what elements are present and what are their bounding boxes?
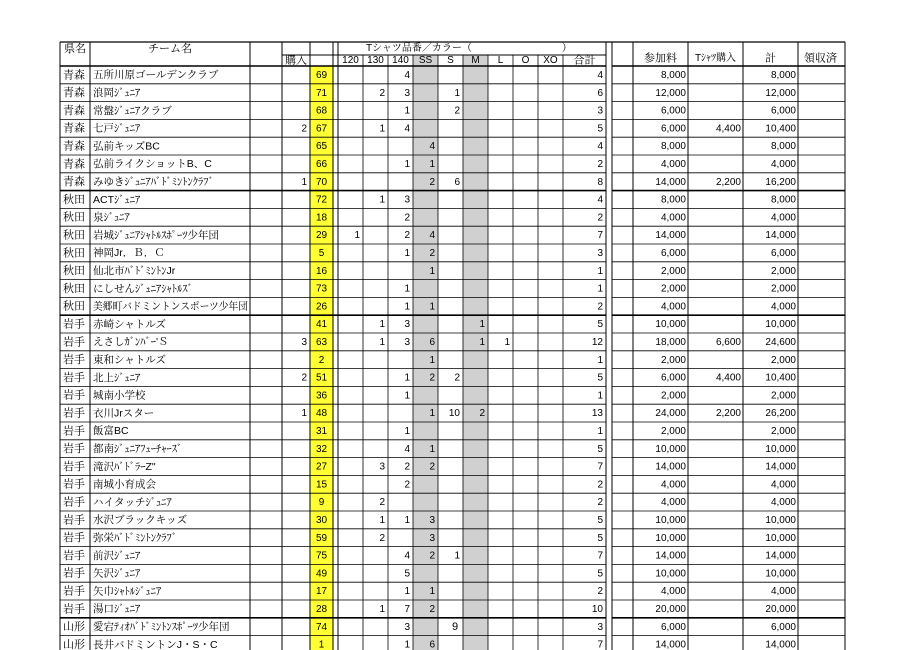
cell-fee: 4,000 bbox=[660, 212, 686, 224]
cell-total: 1 bbox=[597, 390, 603, 402]
cell-team-number: 51 bbox=[315, 372, 328, 384]
cell-sum: 10,000 bbox=[765, 532, 796, 544]
cell-team-name: 飯富BC bbox=[93, 425, 129, 438]
cell-fee: 2,000 bbox=[660, 354, 686, 366]
cell-team-number: 67 bbox=[315, 123, 328, 135]
cell-prefecture: 秋田 bbox=[63, 211, 85, 224]
cell-total: 2 bbox=[597, 497, 603, 509]
cell-team-name: 弥栄ﾊﾞﾄﾞﾐﾝﾄﾝｸﾗﾌﾞ bbox=[93, 531, 177, 544]
cell-size-count: 1 bbox=[379, 337, 385, 349]
cell-team-number: 66 bbox=[315, 159, 328, 171]
header-size-130: 130 bbox=[367, 55, 384, 67]
cell-size-count: 1 bbox=[429, 301, 435, 313]
cell-prefecture: 岩手 bbox=[63, 318, 85, 331]
cell-size-count: 1 bbox=[379, 123, 385, 135]
cell-size-count: 7 bbox=[404, 604, 410, 616]
cell-size-count: 6 bbox=[429, 337, 435, 349]
cell-total: 4 bbox=[597, 70, 603, 82]
cell-size-count: 3 bbox=[429, 532, 435, 544]
cell-size-count: 6 bbox=[429, 639, 435, 650]
cell-sum: 10,000 bbox=[765, 515, 796, 527]
cell-team-name: 城南小学校 bbox=[93, 389, 146, 402]
cell-size-count: 1 bbox=[404, 390, 410, 402]
cell-fee: 18,000 bbox=[655, 337, 686, 349]
cell-prefecture: 青森 bbox=[63, 69, 85, 82]
cell-prefecture: 秋田 bbox=[63, 265, 85, 278]
cell-prefecture: 山形 bbox=[63, 638, 85, 650]
cell-size-count: 2 bbox=[404, 212, 410, 224]
cell-size-count: 1 bbox=[429, 159, 435, 171]
cell-fee: 14,000 bbox=[655, 461, 686, 473]
cell-team-number: 59 bbox=[315, 532, 328, 544]
cell-size-count: 3 bbox=[404, 621, 410, 633]
cell-size-count: 1 bbox=[429, 443, 435, 455]
cell-fee: 14,000 bbox=[655, 176, 686, 188]
cell-sum: 2,000 bbox=[770, 265, 796, 277]
cell-size-count: 1 bbox=[354, 230, 360, 242]
cell-size-count: 4 bbox=[404, 70, 410, 82]
cell-team-number: 63 bbox=[315, 337, 328, 349]
cell-fee: 4,000 bbox=[660, 479, 686, 491]
cell-sum: 4,000 bbox=[770, 159, 796, 171]
cell-total: 3 bbox=[597, 105, 603, 117]
cell-size-count: 3 bbox=[379, 461, 385, 473]
cell-prefecture: 秋田 bbox=[63, 282, 85, 295]
cell-prefecture: 青森 bbox=[63, 104, 85, 117]
cell-team-name: 岩城ｼﾞｭﾆｱｼｬﾄﾙｽﾎﾟｰﾂ少年団 bbox=[93, 229, 219, 242]
cell-sum: 6,000 bbox=[770, 105, 796, 117]
cell-team-name: ACTｼﾞｭﾆｱ bbox=[93, 193, 141, 206]
cell-team-number: 28 bbox=[315, 604, 328, 616]
cell-sum: 2,000 bbox=[770, 354, 796, 366]
cell-sum: 10,000 bbox=[765, 443, 796, 455]
cell-sum: 20,000 bbox=[765, 604, 796, 616]
cell-size-count: 2 bbox=[379, 497, 385, 509]
cell-total: 10 bbox=[591, 604, 603, 616]
cell-size-count: 1 bbox=[404, 159, 410, 171]
cell-size-count: 1 bbox=[379, 194, 385, 206]
cell-total: 4 bbox=[597, 194, 603, 206]
cell-team-name: 都南ｼﾞｭﾆｱﾌｭｰﾁｬｰｽﾞ bbox=[93, 442, 183, 455]
cell-total: 1 bbox=[597, 265, 603, 277]
cell-total: 8 bbox=[597, 176, 603, 188]
cell-fee: 6,000 bbox=[660, 372, 686, 384]
cell-total: 7 bbox=[597, 550, 603, 562]
cell-team-number: 41 bbox=[315, 319, 328, 331]
cell-purchase: 2 bbox=[301, 372, 307, 384]
cell-team-name: 矢巾ｼｬﾄﾙｼﾞｭﾆｱ bbox=[93, 585, 162, 598]
cell-sum: 4,000 bbox=[770, 497, 796, 509]
cell-size-count: 1 bbox=[379, 515, 385, 527]
header-received: 領収済 bbox=[804, 52, 837, 65]
cell-size-count: 1 bbox=[504, 337, 510, 349]
cell-team-number: 26 bbox=[315, 301, 328, 313]
cell-prefecture: 岩手 bbox=[63, 532, 85, 545]
cell-size-count: 2 bbox=[429, 550, 435, 562]
cell-sum: 26,200 bbox=[765, 408, 796, 420]
cell-size-count: 3 bbox=[404, 87, 410, 99]
cell-sum: 10,000 bbox=[765, 568, 796, 580]
cell-total: 6 bbox=[597, 87, 603, 99]
cell-total: 5 bbox=[597, 372, 603, 384]
cell-team-number: 31 bbox=[315, 426, 328, 438]
cell-prefecture: 青森 bbox=[63, 122, 85, 135]
cell-team-number: 30 bbox=[315, 515, 328, 527]
cell-fee: 6,000 bbox=[660, 123, 686, 135]
cell-prefecture: 岩手 bbox=[63, 336, 85, 349]
header-tshirt-purchase: Tｼｬﾂ購入 bbox=[694, 53, 737, 65]
cell-prefecture: 秋田 bbox=[63, 229, 85, 242]
cell-team-name: 長井バドミントンJ・S・C bbox=[93, 638, 218, 650]
cell-sum: 2,000 bbox=[770, 283, 796, 295]
cell-prefecture: 岩手 bbox=[63, 443, 85, 456]
cell-size-count: 4 bbox=[404, 443, 410, 455]
cell-size-count: 10 bbox=[448, 408, 460, 420]
header-team-name: チーム名 bbox=[148, 42, 192, 55]
cell-size-count: 4 bbox=[404, 550, 410, 562]
cell-size-count: 2 bbox=[404, 461, 410, 473]
cell-prefecture: 岩手 bbox=[63, 354, 85, 367]
cell-team-number: 2 bbox=[318, 354, 325, 366]
shaded-column-m bbox=[463, 55, 488, 650]
cell-size-count: 1 bbox=[404, 639, 410, 650]
cell-prefecture: 岩手 bbox=[63, 460, 85, 473]
cell-size-count: 5 bbox=[404, 568, 410, 580]
cell-tshirt-purchase: 4,400 bbox=[715, 123, 741, 135]
cell-team-name: 衣川Jrスター bbox=[93, 407, 155, 420]
cell-prefecture: 秋田 bbox=[63, 300, 85, 313]
cell-team-number: 27 bbox=[315, 461, 328, 473]
cell-size-count: 6 bbox=[454, 176, 460, 188]
cell-sum: 14,000 bbox=[765, 639, 796, 650]
cell-sum: 8,000 bbox=[770, 194, 796, 206]
cell-team-name: 南城小育成会 bbox=[93, 478, 156, 491]
cell-fee: 10,000 bbox=[655, 319, 686, 331]
cell-purchase: 3 bbox=[301, 337, 307, 349]
cell-size-count: 1 bbox=[479, 319, 485, 331]
cell-size-count: 1 bbox=[454, 550, 460, 562]
cell-sum: 14,000 bbox=[765, 461, 796, 473]
cell-fee: 8,000 bbox=[660, 141, 686, 153]
cell-team-name: 七戸ｼﾞｭﾆｱ bbox=[93, 122, 141, 135]
header-size-M: M bbox=[471, 55, 480, 67]
page-number: 9 bbox=[452, 621, 459, 633]
cell-size-count: 1 bbox=[454, 87, 460, 99]
cell-prefecture: 岩手 bbox=[63, 567, 85, 580]
cell-size-count: 1 bbox=[404, 515, 410, 527]
cell-total: 1 bbox=[597, 426, 603, 438]
cell-size-count: 1 bbox=[429, 408, 435, 420]
cell-team-number: 16 bbox=[315, 265, 328, 277]
cell-team-name: 水沢ブラックキッズ bbox=[93, 514, 188, 527]
cell-size-count: 1 bbox=[479, 337, 485, 349]
cell-sum: 16,200 bbox=[765, 176, 796, 188]
cell-team-number: 69 bbox=[315, 70, 328, 82]
cell-team-number: 73 bbox=[315, 283, 328, 295]
cell-team-name: 仙北市ﾊﾞﾄﾞﾐﾝﾄﾝJr bbox=[93, 264, 176, 277]
cell-team-number: 1 bbox=[318, 639, 325, 650]
cell-team-number: 74 bbox=[315, 621, 328, 633]
cell-size-count: 1 bbox=[404, 372, 410, 384]
cell-fee: 24,000 bbox=[655, 408, 686, 420]
header-size-SS: SS bbox=[418, 55, 433, 67]
cell-fee: 10,000 bbox=[655, 532, 686, 544]
cell-team-number: 75 bbox=[315, 550, 328, 562]
cell-total: 2 bbox=[597, 586, 603, 598]
cell-total: 2 bbox=[597, 301, 603, 313]
cell-size-count: 1 bbox=[404, 586, 410, 598]
cell-tshirt-purchase: 6,600 bbox=[715, 337, 741, 349]
cell-total: 5 bbox=[597, 443, 603, 455]
cell-team-number: 17 bbox=[315, 586, 328, 598]
cell-team-number: 18 bbox=[315, 212, 328, 224]
cell-fee: 2,000 bbox=[660, 283, 686, 295]
cell-sum: 8,000 bbox=[770, 70, 796, 82]
cell-size-count: 2 bbox=[429, 604, 435, 616]
cell-size-count: 4 bbox=[429, 141, 435, 153]
cell-prefecture: 青森 bbox=[63, 87, 85, 100]
cell-sum: 4,000 bbox=[770, 586, 796, 598]
cell-total: 1 bbox=[597, 283, 603, 295]
cell-team-number: 72 bbox=[315, 194, 328, 206]
cell-team-name: 東和シャトルズ bbox=[93, 353, 166, 366]
cell-team-number: 5 bbox=[318, 248, 325, 260]
cell-size-count: 2 bbox=[429, 176, 435, 188]
cell-team-number: 15 bbox=[315, 479, 328, 491]
cell-fee: 8,000 bbox=[660, 194, 686, 206]
cell-size-count: 1 bbox=[429, 265, 435, 277]
cell-fee: 10,000 bbox=[655, 443, 686, 455]
cell-fee: 10,000 bbox=[655, 515, 686, 527]
cell-size-count: 2 bbox=[429, 461, 435, 473]
cell-prefecture: 山形 bbox=[63, 621, 85, 634]
cell-total: 12 bbox=[591, 337, 603, 349]
cell-sum: 10,400 bbox=[765, 123, 796, 135]
cell-sum: 4,000 bbox=[770, 479, 796, 491]
header-sum: 計 bbox=[765, 52, 776, 65]
cell-total: 13 bbox=[591, 408, 603, 420]
cell-size-count: 2 bbox=[404, 479, 410, 491]
cell-sum: 4,000 bbox=[770, 301, 796, 313]
cell-team-name: 弘前ライクショットB、C bbox=[93, 158, 212, 171]
cell-prefecture: 秋田 bbox=[63, 247, 85, 260]
cell-fee: 4,000 bbox=[660, 159, 686, 171]
cell-size-count: 2 bbox=[454, 105, 460, 117]
cell-size-count: 1 bbox=[429, 354, 435, 366]
cell-fee: 14,000 bbox=[655, 639, 686, 650]
cell-fee: 4,000 bbox=[660, 301, 686, 313]
cell-purchase: 1 bbox=[301, 176, 307, 188]
cell-total: 5 bbox=[597, 123, 603, 135]
cell-prefecture: 岩手 bbox=[63, 514, 85, 527]
cell-team-number: 71 bbox=[315, 87, 328, 99]
cell-fee: 6,000 bbox=[660, 621, 686, 633]
cell-team-name: ハイタッチｼﾞｭﾆｱ bbox=[93, 496, 172, 509]
cell-team-name: 矢沢ｼﾞｭﾆｱ bbox=[93, 567, 141, 580]
cell-total: 2 bbox=[597, 479, 603, 491]
cell-size-count: 3 bbox=[429, 515, 435, 527]
cell-size-count: 2 bbox=[404, 230, 410, 242]
cell-sum: 12,000 bbox=[765, 87, 796, 99]
cell-size-count: 3 bbox=[404, 337, 410, 349]
cell-total: 7 bbox=[597, 639, 603, 650]
cell-prefecture: 青森 bbox=[63, 176, 85, 189]
cell-fee: 4,000 bbox=[660, 586, 686, 598]
cell-prefecture: 岩手 bbox=[63, 585, 85, 598]
cell-size-count: 4 bbox=[404, 123, 410, 135]
cell-team-name: 泉ｼﾞｭﾆｱ bbox=[93, 211, 130, 224]
cell-team-name: にしせんｼﾞｭﾆｱｼｬﾄﾙｽﾞ bbox=[93, 282, 193, 295]
cell-fee: 2,000 bbox=[660, 390, 686, 402]
cell-team-name: 北上ｼﾞｭﾆｱ bbox=[93, 371, 141, 384]
cell-sum: 6,000 bbox=[770, 621, 796, 633]
cell-team-number: 29 bbox=[315, 230, 328, 242]
cell-tshirt-purchase: 4,400 bbox=[715, 372, 741, 384]
cell-fee: 6,000 bbox=[660, 105, 686, 117]
cell-prefecture: 岩手 bbox=[63, 371, 85, 384]
cell-prefecture: 岩手 bbox=[63, 407, 85, 420]
cell-prefecture: 青森 bbox=[63, 158, 85, 171]
cell-size-count: 3 bbox=[404, 319, 410, 331]
cell-fee: 14,000 bbox=[655, 230, 686, 242]
cell-size-count: 1 bbox=[379, 319, 385, 331]
cell-team-name: みゆきｼﾞｭﾆｱﾊﾞﾄﾞﾐﾝﾄﾝｸﾗﾌﾞ bbox=[93, 175, 214, 188]
cell-team-name: えさしｶﾞﾝﾊﾞｰ'Ｓ bbox=[93, 336, 169, 349]
cell-size-count: 2 bbox=[379, 532, 385, 544]
cell-size-count: 1 bbox=[404, 426, 410, 438]
header-size-S: S bbox=[447, 55, 454, 67]
cell-team-number: 36 bbox=[315, 390, 328, 402]
cell-team-name: 滝沢ﾊﾞﾄﾞﾗｰZ" bbox=[93, 460, 156, 473]
cell-size-count: 3 bbox=[404, 194, 410, 206]
cell-fee: 8,000 bbox=[660, 70, 686, 82]
cell-fee: 20,000 bbox=[655, 604, 686, 616]
cell-team-number: 32 bbox=[315, 443, 328, 455]
cell-sum: 10,000 bbox=[765, 319, 796, 331]
header-fee: 参加料 bbox=[644, 52, 677, 65]
cell-prefecture: 秋田 bbox=[63, 193, 85, 206]
cell-total: 3 bbox=[597, 248, 603, 260]
cell-fee: 12,000 bbox=[655, 87, 686, 99]
cell-tshirt-purchase: 2,200 bbox=[715, 408, 741, 420]
cell-fee: 2,000 bbox=[660, 426, 686, 438]
cell-team-name: 神岡Jr．Ｂ．Ｃ bbox=[93, 247, 165, 260]
cell-size-count: 2 bbox=[479, 408, 485, 420]
header-purchase: 購入 bbox=[285, 54, 307, 67]
cell-sum: 2,000 bbox=[770, 390, 796, 402]
cell-prefecture: 岩手 bbox=[63, 478, 85, 491]
cell-size-count: 2 bbox=[454, 372, 460, 384]
header-size-XO: XO bbox=[543, 55, 558, 67]
header-size-L: L bbox=[497, 55, 504, 67]
cell-prefecture: 岩手 bbox=[63, 603, 85, 616]
header-size-140: 140 bbox=[392, 55, 409, 67]
header-prefecture: 県名 bbox=[64, 42, 86, 55]
cell-team-name: 常盤ｼﾞｭﾆｱクラブ bbox=[93, 104, 172, 117]
cell-size-count: 2 bbox=[429, 372, 435, 384]
cell-team-number: 49 bbox=[315, 568, 328, 580]
cell-team-name: 弘前キッズBC bbox=[93, 140, 160, 153]
cell-size-count: 2 bbox=[429, 248, 435, 260]
cell-total: 7 bbox=[597, 461, 603, 473]
cell-team-number: 70 bbox=[315, 176, 328, 188]
header-total: 合計 bbox=[573, 54, 596, 67]
cell-total: 7 bbox=[597, 230, 603, 242]
cell-purchase: 1 bbox=[301, 408, 307, 420]
cell-size-count: 1 bbox=[429, 586, 435, 598]
cell-sum: 6,000 bbox=[770, 248, 796, 260]
cell-size-count: 1 bbox=[404, 248, 410, 260]
cell-prefecture: 青森 bbox=[63, 140, 85, 153]
cell-total: 2 bbox=[597, 159, 603, 171]
cell-fee: 2,000 bbox=[660, 265, 686, 277]
cell-sum: 14,000 bbox=[765, 230, 796, 242]
cell-prefecture: 岩手 bbox=[63, 389, 85, 402]
cell-size-count: 2 bbox=[379, 87, 385, 99]
cell-team-number: 68 bbox=[315, 105, 328, 117]
cell-size-count: 1 bbox=[404, 283, 410, 295]
cell-team-name: 愛宕ﾃｨｵﾊﾞﾄﾞﾐﾝﾄﾝｽﾎﾟｰﾂ少年団 bbox=[93, 620, 230, 633]
cell-team-name: 前沢ｼﾞｭﾆｱ bbox=[93, 549, 141, 562]
cell-fee: 14,000 bbox=[655, 550, 686, 562]
cell-team-number: 48 bbox=[315, 408, 328, 420]
header-tshirt-label: Tシャツ品番／カラー（ ） bbox=[366, 43, 572, 55]
cell-purchase: 2 bbox=[301, 123, 307, 135]
cell-sum: 14,000 bbox=[765, 550, 796, 562]
cell-total: 5 bbox=[597, 532, 603, 544]
cell-team-name: 美郷町バドミントンスポーツ少年団 bbox=[93, 300, 261, 313]
cell-sum: 10,400 bbox=[765, 372, 796, 384]
cell-fee: 4,000 bbox=[660, 497, 686, 509]
cell-sum: 8,000 bbox=[770, 141, 796, 153]
cell-team-name: 赤崎シャトルズ bbox=[93, 318, 166, 331]
cell-prefecture: 岩手 bbox=[63, 496, 85, 509]
cell-team-number: 65 bbox=[315, 141, 328, 153]
cell-prefecture: 岩手 bbox=[63, 549, 85, 562]
cell-sum: 2,000 bbox=[770, 426, 796, 438]
cell-total: 2 bbox=[597, 212, 603, 224]
cell-total: 5 bbox=[597, 568, 603, 580]
cell-size-count: 1 bbox=[379, 604, 385, 616]
cell-sum: 4,000 bbox=[770, 212, 796, 224]
cell-team-name: 浪岡ｼﾞｭﾆｱ bbox=[93, 86, 141, 99]
header-size-O: O bbox=[521, 55, 530, 67]
cell-fee: 10,000 bbox=[655, 568, 686, 580]
cell-team-name: 湯口ｼﾞｭﾆｱ bbox=[93, 603, 141, 616]
cell-fee: 6,000 bbox=[660, 248, 686, 260]
cell-size-count: 4 bbox=[429, 230, 435, 242]
cell-size-count: 1 bbox=[404, 105, 410, 117]
cell-sum: 24,600 bbox=[765, 337, 796, 349]
cell-total: 5 bbox=[597, 515, 603, 527]
cell-total: 3 bbox=[597, 621, 603, 633]
cell-prefecture: 岩手 bbox=[63, 425, 85, 438]
cell-total: 1 bbox=[597, 354, 603, 366]
header-size-120: 120 bbox=[342, 55, 359, 67]
cell-total: 4 bbox=[597, 141, 603, 153]
cell-team-name: 五所川原ゴールデンクラブ bbox=[93, 69, 219, 82]
cell-tshirt-purchase: 2,200 bbox=[715, 176, 741, 188]
cell-total: 5 bbox=[597, 319, 603, 331]
cell-team-number: 9 bbox=[318, 497, 325, 509]
cell-size-count: 1 bbox=[404, 301, 410, 313]
